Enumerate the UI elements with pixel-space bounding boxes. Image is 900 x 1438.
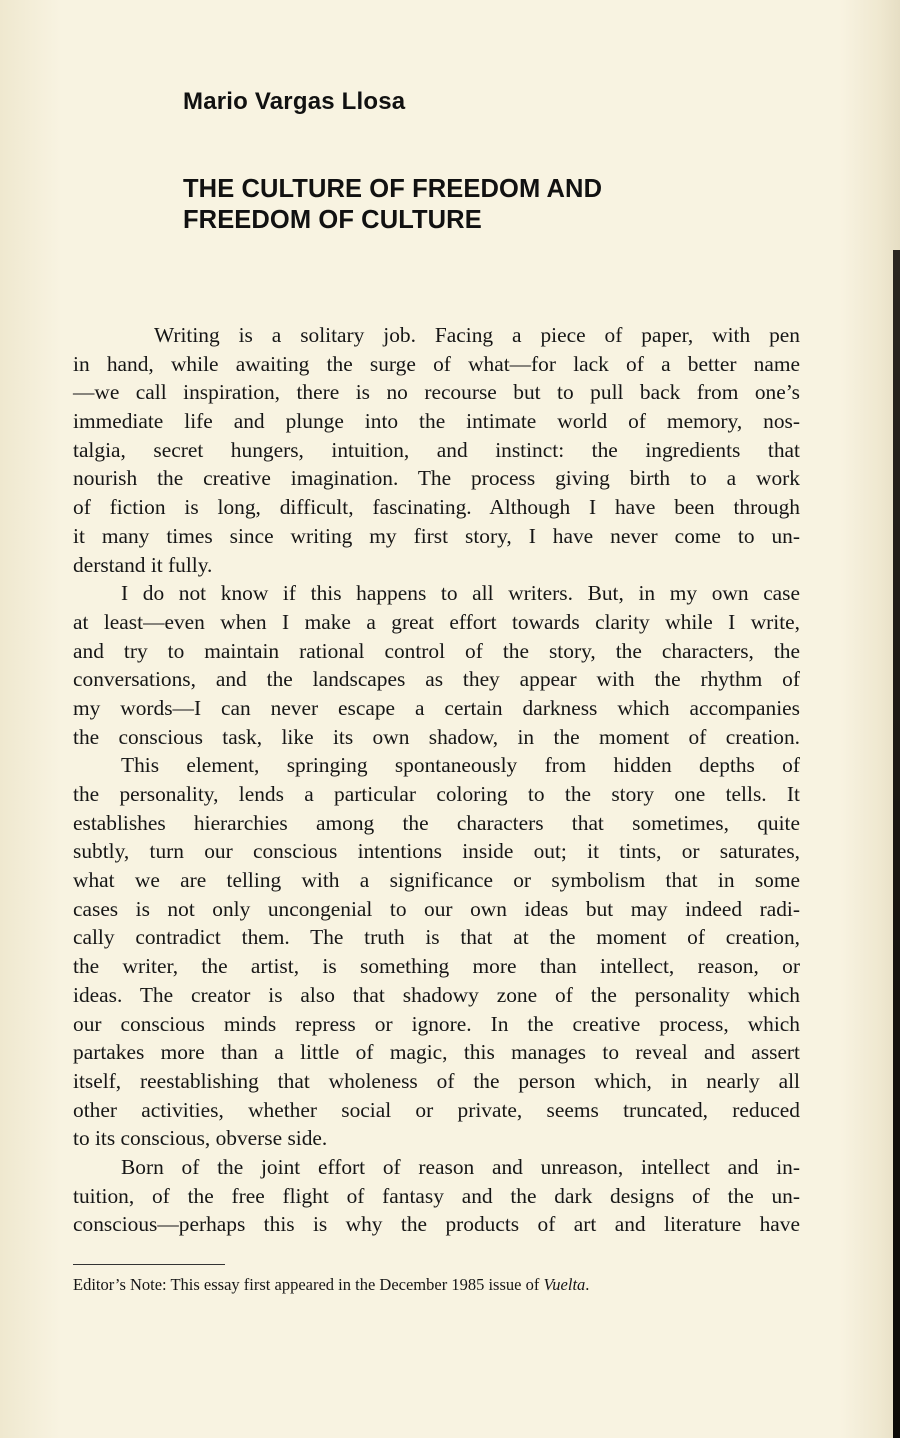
body-line: and try to maintain rational control of the story, the characters, the xyxy=(73,638,800,663)
body-line: talgia, secret hungers, intuition, and instinct: the ingredients that xyxy=(73,437,800,462)
body-line: derstand it fully. xyxy=(73,552,213,577)
essay-title-line: FREEDOM OF CULTURE xyxy=(183,206,482,234)
body-line: I do not know if this happens to all writers. But, in my own case xyxy=(121,581,800,606)
essay-title xyxy=(183,174,602,236)
body-line: the conscious task, like its own shadow, in the moment of creation. xyxy=(73,724,800,749)
body-line: nourish the creative imagination. The process giving birth to a work xyxy=(73,466,800,491)
body-line: of fiction is long, difficult, fascinating. Although I have been through xyxy=(73,495,800,520)
body-line: partakes more than a little of magic, this manages to reveal and assert xyxy=(73,1040,800,1065)
body-line: immediate life and plunge into the intimate world of memory, nos- xyxy=(73,409,800,434)
editors-note xyxy=(73,1275,589,1295)
body-line: tuition, of the free flight of fantasy and the dark designs of the un- xyxy=(73,1183,800,1208)
body-line: my words—I can never escape a certain darkness which accompanies xyxy=(73,695,800,720)
magazine-name: Vuelta xyxy=(543,1275,586,1294)
body-line: —we call inspiration, there is no recourse but to pull back from one’s xyxy=(73,380,800,405)
body-line: what we are telling with a significance or symbolism that in some xyxy=(73,868,800,893)
body-line: the personality, lends a particular coloring to the story one tells. It xyxy=(73,782,800,806)
body-line: the writer, the artist, is something more than intellect, reason, or xyxy=(73,954,800,979)
body-line: itself, reestablishing that wholeness of the person which, in nearly all xyxy=(73,1068,800,1093)
author-name: Mario Vargas Llosa xyxy=(183,88,406,115)
body-line: other activities, whether social or private, seems truncated, reduced xyxy=(73,1097,800,1122)
body-line: cally contradict them. The truth is that at the moment of creation, xyxy=(73,925,800,950)
body-line: This element, springing spontaneously from hidden depths of xyxy=(121,753,800,778)
body-line: at least—even when I make a great effort towards clarity while I write, xyxy=(73,609,800,634)
page-edge-shadow xyxy=(893,250,900,1438)
body-line: cases is not only uncongenial to our own ideas but may indeed radi- xyxy=(73,896,800,921)
body-line: ideas. The creator is also that shadowy zone of the personality which xyxy=(73,982,800,1007)
editors-note-text: Editor’s Note: This essay first appeared in the December 1985 issue of xyxy=(73,1275,544,1294)
body-line: subtly, turn our conscious intentions inside out; it tints, or saturates, xyxy=(73,839,800,864)
editors-note-end: . xyxy=(585,1275,590,1294)
body-line: it many times since writing my first story, I have never come to un- xyxy=(73,523,800,548)
essay-body xyxy=(73,321,800,1239)
footnote-divider xyxy=(73,1264,225,1265)
body-line: conscious—perhaps this is why the products of art and literature have xyxy=(73,1212,800,1237)
body-line: to its conscious, obverse side. xyxy=(73,1126,328,1151)
body-line: conversations, and the landscapes as they appear with the rhythm of xyxy=(73,667,800,692)
body-line: in hand, while awaiting the surge of what—for lack of a better name xyxy=(73,351,800,376)
body-line: Born of the joint effort of reason and unreason, intellect and in- xyxy=(121,1154,800,1179)
essay-title-line: THE CULTURE OF FREEDOM AND xyxy=(183,175,603,203)
body-line: establishes hierarchies among the characters that sometimes, quite xyxy=(73,810,800,835)
body-line: Writing is a solitary job. Facing a piece of paper, with pen xyxy=(154,323,800,347)
body-line: our conscious minds repress or ignore. In the creative process, which xyxy=(73,1011,800,1036)
